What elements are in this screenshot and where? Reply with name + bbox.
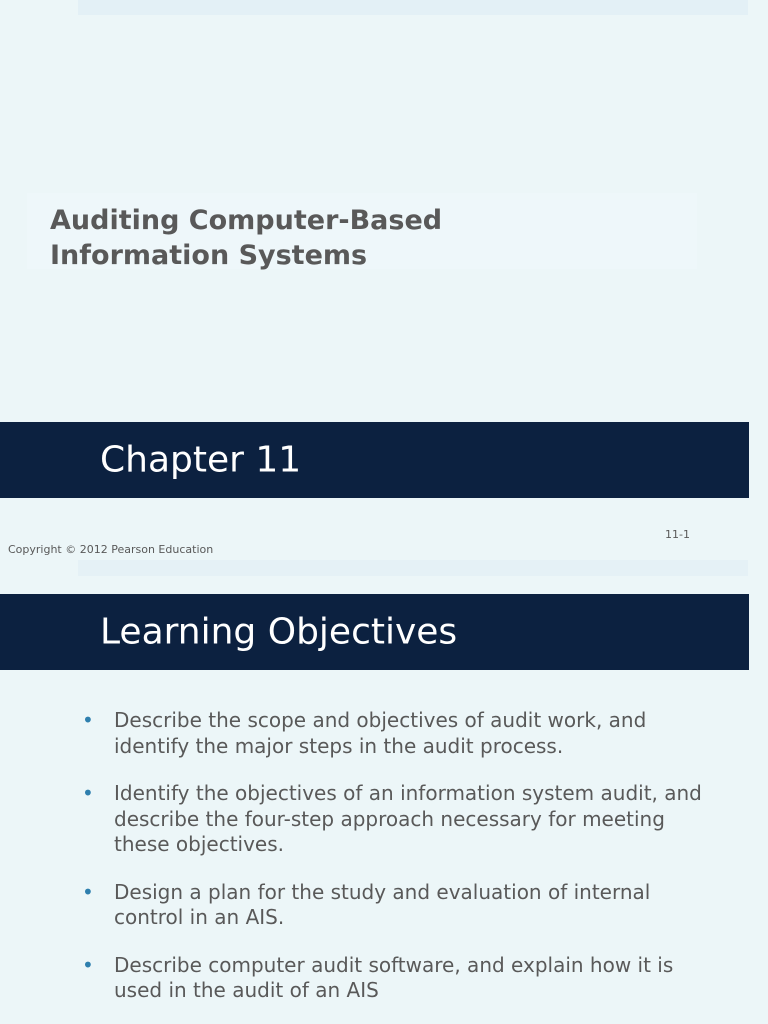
objective-text: Describe computer audit software, and explain how it is used in the audit of an AIS — [114, 952, 674, 1002]
top-decorative-strip — [78, 0, 748, 15]
slide-title-line-2: Information Systems — [50, 240, 368, 271]
list-item — [82, 880, 722, 931]
objective-text: Describe the scope and objectives of audit work, and identify the major steps in the audit process. — [114, 708, 647, 758]
chapter-heading: Chapter 11 — [100, 439, 302, 481]
list-item — [82, 781, 722, 858]
list-item — [82, 953, 722, 1004]
slide-title-line-1: Auditing Computer-Based — [50, 205, 443, 236]
objectives-heading: Learning Objectives — [100, 611, 458, 653]
bullet-icon: • — [82, 781, 94, 805]
footer-decorative-strip — [78, 560, 748, 576]
slide-title — [50, 203, 650, 273]
objective-text: Identify the objectives of an information system audit, and describe the four-step approach necessary for meeting these objectives. — [114, 781, 702, 856]
copyright-text: Copyright © 2012 Pearson Education — [8, 543, 214, 556]
objectives-list — [82, 708, 722, 1024]
chapter-band — [0, 422, 749, 498]
bullet-icon: • — [82, 708, 94, 732]
objectives-band — [0, 594, 749, 670]
slide-number: 11-1 — [665, 528, 690, 541]
bullet-icon: • — [82, 879, 94, 904]
bullet-icon: • — [82, 952, 94, 977]
list-item — [82, 708, 722, 759]
objective-text: Design a plan for the study and evaluation of internal control in an AIS. — [114, 879, 651, 929]
